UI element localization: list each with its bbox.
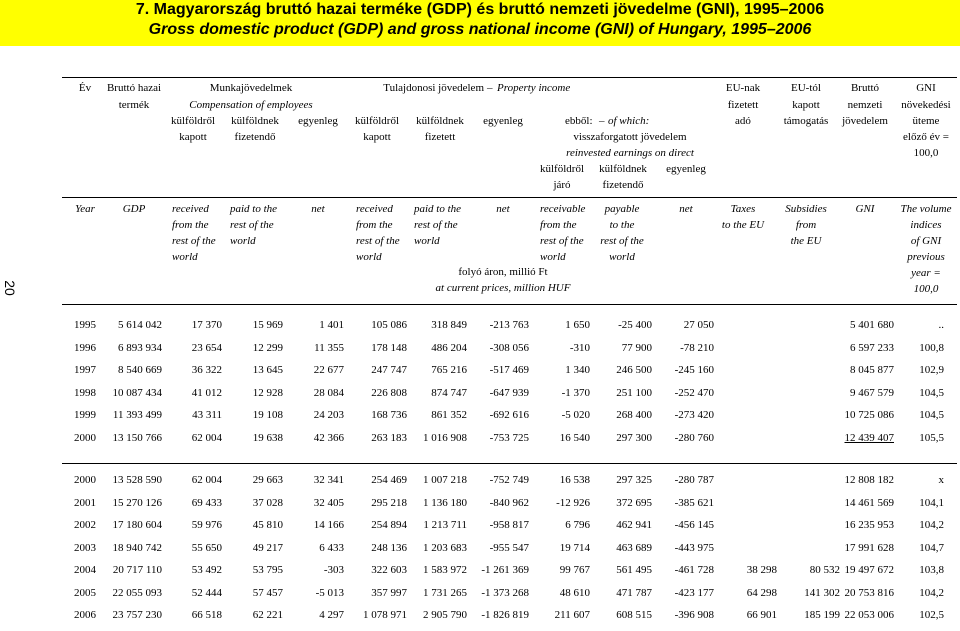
hdr-en-rest-6: rest of the bbox=[600, 235, 644, 247]
hdr-compensation: Compensation of employees bbox=[189, 99, 313, 111]
hdr-en-receivable: receivable bbox=[540, 203, 586, 215]
rule-top bbox=[62, 77, 957, 78]
cell-reinv-net: -280 787 bbox=[674, 474, 714, 486]
hdr-gni-3: jövedelem bbox=[842, 115, 888, 127]
cell-volume-index: 104,5 bbox=[919, 386, 944, 399]
cell-reinv-net: -280 760 bbox=[674, 431, 714, 444]
hdr-en-paid-1: paid to the bbox=[230, 203, 278, 215]
cell-prop-net: -958 817 bbox=[489, 519, 529, 531]
hdr-vol-4: előző év = bbox=[903, 131, 949, 143]
cell-comp-paid: 19 108 bbox=[252, 409, 283, 421]
cell-eu-taxes: 38 298 bbox=[746, 564, 777, 576]
cell-gdp: 23 757 230 bbox=[112, 609, 162, 621]
cell-comp-paid: 15 969 bbox=[252, 319, 283, 331]
hdr-kapott-1: kapott bbox=[179, 131, 207, 143]
cell-year: 2000 bbox=[74, 431, 96, 444]
hdr-dash: – bbox=[487, 82, 493, 94]
cell-year: 2003 bbox=[74, 541, 96, 554]
hdr-en-payable: payable bbox=[604, 203, 640, 215]
cell-reinv-payable: 561 495 bbox=[616, 564, 652, 576]
hdr-en-world-4: world bbox=[414, 235, 440, 247]
title-english: Gross domestic product (GDP) and gross national income (GNI) of Hungary, 1995–2006 bbox=[148, 21, 812, 38]
cell-gni: 8 045 877 bbox=[850, 364, 894, 376]
cell-prop-received: 254 469 bbox=[371, 474, 407, 486]
hdr-kulfoldrol-2: külföldről bbox=[355, 115, 399, 127]
cell-prop-net: -840 962 bbox=[489, 496, 529, 509]
cell-volume-index: 104,1 bbox=[919, 496, 944, 509]
hdr-vol-1: GNI bbox=[916, 82, 936, 94]
hdr-ebbol: ebből: bbox=[565, 115, 593, 127]
cell-prop-net: -752 749 bbox=[489, 474, 529, 486]
cell-gni: 12 439 407 bbox=[844, 431, 894, 444]
cell-gdp: 10 087 434 bbox=[112, 386, 162, 399]
cell-year: 1997 bbox=[74, 364, 96, 376]
cell-comp-received: 62 004 bbox=[191, 474, 222, 486]
cell-prop-paid: 318 849 bbox=[431, 319, 467, 331]
cell-prop-received: 248 136 bbox=[371, 541, 407, 554]
cell-prop-received: 322 603 bbox=[371, 564, 407, 576]
cell-prop-received: 254 894 bbox=[371, 519, 407, 531]
cell-prop-paid: 1 203 683 bbox=[423, 541, 467, 554]
cell-reinv-net: -443 975 bbox=[674, 541, 714, 554]
cell-comp-paid: 29 663 bbox=[252, 474, 283, 486]
cell-comp-paid: 57 457 bbox=[252, 586, 283, 599]
hdr-tulaj: Tulajdonosi jövedelem bbox=[383, 82, 484, 94]
hdr-kulfoldrol-3: külföldről bbox=[540, 163, 584, 175]
cell-eu-subsidies: 80 532 bbox=[809, 564, 840, 576]
cell-reinv-net: -461 728 bbox=[674, 564, 714, 576]
cell-gni: 10 725 086 bbox=[844, 409, 894, 421]
cell-comp-net: 32 341 bbox=[313, 474, 344, 486]
hdr-price-hu: folyó áron, millió Ft bbox=[458, 266, 548, 278]
cell-year: 2004 bbox=[74, 564, 96, 576]
cell-comp-net: 4 297 bbox=[319, 609, 344, 621]
rule-block-separator bbox=[62, 463, 957, 464]
cell-year: 1996 bbox=[74, 341, 96, 354]
hdr-price-en: at current prices, million HUF bbox=[435, 282, 571, 294]
cell-prop-paid: 1 583 972 bbox=[423, 564, 467, 576]
cell-comp-net: 1 401 bbox=[319, 319, 344, 331]
cell-prop-paid: 765 216 bbox=[431, 364, 467, 376]
hdr-eunak-2: fizetett bbox=[727, 99, 759, 111]
cell-prop-net: -308 056 bbox=[489, 341, 529, 354]
cell-comp-received: 23 654 bbox=[191, 341, 222, 354]
cell-year: 2000 bbox=[74, 474, 96, 486]
hdr-vol-2: növekedési bbox=[901, 99, 951, 111]
cell-comp-received: 53 492 bbox=[191, 564, 222, 576]
cell-prop-net: -213 763 bbox=[489, 319, 529, 331]
hdr-en-taxes: Taxes bbox=[730, 203, 756, 215]
cell-gdp: 22 055 093 bbox=[112, 586, 162, 599]
hdr-vol-3: üteme bbox=[912, 115, 940, 127]
cell-prop-paid: 2 905 790 bbox=[423, 609, 467, 621]
title-hungarian: 7. Magyarország bruttó hazai terméke (GDP) és bruttó nemzeti jövedelme (GNI), 1995–2006 bbox=[135, 1, 825, 18]
cell-reinv-receivable: -12 926 bbox=[556, 496, 590, 509]
cell-comp-net: 11 355 bbox=[314, 341, 344, 354]
cell-comp-received: 17 370 bbox=[191, 319, 222, 331]
hdr-en-world-6: world bbox=[609, 251, 635, 263]
cell-prop-received: 226 808 bbox=[371, 386, 407, 399]
cell-year: 2001 bbox=[74, 496, 96, 509]
cell-volume-index: 102,5 bbox=[919, 609, 944, 621]
cell-prop-received: 168 736 bbox=[371, 409, 407, 421]
hdr-en-received-1: received bbox=[172, 203, 209, 215]
rule-mid bbox=[62, 197, 957, 198]
cell-reinv-receivable: 1 650 bbox=[565, 319, 590, 331]
cell-gni: 14 461 569 bbox=[844, 496, 894, 509]
hdr-dash-2: – bbox=[599, 115, 605, 127]
cell-gni: 12 808 182 bbox=[844, 474, 894, 486]
hdr-en-gdp: GDP bbox=[122, 203, 146, 215]
cell-gdp: 18 940 742 bbox=[112, 541, 162, 554]
hdr-kulfoldnek-1: külföldnek bbox=[231, 115, 279, 127]
hdr-en-vol-4: previous bbox=[907, 251, 945, 263]
cell-comp-net: -303 bbox=[323, 564, 344, 576]
cell-prop-received: 105 086 bbox=[371, 319, 407, 331]
hdr-kapott-2: kapott bbox=[363, 131, 391, 143]
cell-comp-paid: 37 028 bbox=[252, 496, 283, 509]
cell-volume-index: 103,8 bbox=[919, 564, 944, 576]
hdr-eutol-1: EU-tól bbox=[791, 82, 821, 94]
cell-year: 2006 bbox=[74, 609, 96, 621]
cell-comp-received: 43 311 bbox=[192, 409, 222, 421]
hdr-en-net-2: net bbox=[496, 203, 510, 215]
cell-comp-net: -5 013 bbox=[315, 586, 344, 599]
cell-volume-index: 100,8 bbox=[919, 341, 944, 354]
cell-prop-received: 1 078 971 bbox=[363, 609, 407, 621]
page-number: 20 bbox=[2, 280, 18, 296]
hdr-property: Property income bbox=[497, 82, 571, 94]
cell-comp-paid: 13 645 bbox=[252, 364, 283, 376]
cell-prop-paid: 1 136 180 bbox=[423, 496, 467, 509]
cell-comp-net: 28 084 bbox=[313, 386, 344, 399]
cell-reinv-payable: 297 325 bbox=[616, 474, 652, 486]
cell-year: 2002 bbox=[74, 519, 96, 531]
cell-eu-subsidies: 185 199 bbox=[804, 609, 840, 621]
cell-gni: 5 401 680 bbox=[850, 319, 894, 331]
hdr-gni-2: nemzeti bbox=[847, 99, 883, 111]
hdr-en-from-3: from the bbox=[540, 219, 577, 231]
cell-gdp: 20 717 110 bbox=[112, 564, 162, 576]
hdr-en-to-the-eu: to the EU bbox=[721, 219, 765, 231]
cell-gni: 17 991 628 bbox=[844, 541, 894, 554]
hdr-egyenleg-1: egyenleg bbox=[298, 115, 338, 127]
cell-prop-received: 247 747 bbox=[371, 364, 407, 376]
cell-gdp: 5 614 042 bbox=[118, 319, 162, 331]
cell-volume-index: 104,7 bbox=[919, 541, 944, 554]
hdr-eutol-2: kapott bbox=[792, 99, 820, 111]
cell-year: 2005 bbox=[74, 586, 96, 599]
cell-prop-net: -1 826 819 bbox=[481, 609, 529, 621]
cell-reinv-net: 27 050 bbox=[683, 319, 714, 331]
hdr-en-from: from bbox=[795, 219, 817, 231]
hdr-egyenleg-2: egyenleg bbox=[483, 115, 523, 127]
cell-comp-net: 22 677 bbox=[313, 364, 344, 376]
cell-comp-net: 42 366 bbox=[313, 431, 344, 444]
cell-reinv-payable: 462 941 bbox=[616, 519, 652, 531]
cell-comp-paid: 49 217 bbox=[252, 541, 283, 554]
cell-comp-paid: 53 795 bbox=[252, 564, 283, 576]
cell-prop-received: 178 148 bbox=[371, 341, 407, 354]
cell-comp-net: 32 405 bbox=[313, 496, 344, 509]
hdr-kulfoldrol-1: külföldről bbox=[171, 115, 215, 127]
cell-reinv-payable: 297 300 bbox=[616, 431, 652, 444]
cell-year: 1995 bbox=[74, 319, 96, 331]
cell-prop-net: -647 939 bbox=[489, 386, 529, 399]
cell-gdp: 6 893 934 bbox=[118, 341, 162, 354]
hdr-kulfoldnek-2: külföldnek bbox=[416, 115, 464, 127]
cell-year: 1998 bbox=[74, 386, 96, 399]
cell-prop-received: 263 183 bbox=[371, 431, 407, 444]
cell-prop-net: -1 261 369 bbox=[481, 564, 529, 576]
cell-reinv-payable: 372 695 bbox=[616, 496, 652, 509]
cell-prop-paid: 861 352 bbox=[431, 409, 467, 421]
cell-comp-received: 62 004 bbox=[191, 431, 222, 444]
cell-gdp: 8 540 669 bbox=[118, 364, 162, 376]
cell-prop-net: -1 373 268 bbox=[481, 586, 529, 599]
cell-reinv-net: -423 177 bbox=[674, 586, 714, 599]
hdr-en-paid-2: paid to the bbox=[414, 203, 462, 215]
cell-reinv-net: -396 908 bbox=[674, 609, 714, 621]
cell-reinv-receivable: -1 370 bbox=[561, 386, 590, 399]
hdr-kulfoldnek-3: külföldnek bbox=[599, 163, 647, 175]
cell-gdp: 11 393 499 bbox=[112, 409, 162, 421]
cell-gdp: 15 270 126 bbox=[112, 496, 162, 509]
cell-eu-subsidies: 141 302 bbox=[804, 586, 840, 599]
hdr-munka: Munkajövedelmek bbox=[209, 82, 293, 94]
hdr-gni-1: Bruttó bbox=[850, 82, 880, 94]
cell-reinv-net: -385 621 bbox=[674, 496, 714, 509]
cell-reinv-receivable: -5 020 bbox=[561, 409, 590, 421]
hdr-en-world-2: world bbox=[230, 235, 256, 247]
cell-reinv-net: -252 470 bbox=[674, 386, 714, 399]
cell-reinv-payable: 246 500 bbox=[616, 364, 652, 376]
hdr-gdp-2: termék bbox=[118, 99, 150, 111]
hdr-en-the-eu: the EU bbox=[790, 235, 822, 247]
hdr-en-rest-3: rest of the bbox=[356, 235, 400, 247]
cell-prop-paid: 1 731 265 bbox=[423, 586, 467, 599]
hdr-en-vol-6: 100,0 bbox=[913, 283, 939, 295]
cell-gni: 9 467 579 bbox=[850, 386, 894, 399]
cell-comp-received: 41 012 bbox=[191, 386, 222, 399]
hdr-en-world-1: world bbox=[172, 251, 198, 263]
cell-gni: 16 235 953 bbox=[844, 519, 894, 531]
hdr-reinvested: reinvested earnings on direct bbox=[566, 147, 694, 159]
cell-comp-paid: 45 810 bbox=[252, 519, 283, 531]
cell-reinv-payable: 463 689 bbox=[616, 541, 652, 554]
cell-comp-received: 69 433 bbox=[191, 496, 222, 509]
hdr-visszaforg: visszaforgatott jövedelem bbox=[573, 131, 687, 143]
cell-reinv-payable: 268 400 bbox=[616, 409, 652, 421]
cell-comp-received: 52 444 bbox=[191, 586, 222, 599]
cell-comp-received: 66 518 bbox=[191, 609, 222, 621]
hdr-en-net-3: net bbox=[679, 203, 693, 215]
cell-comp-net: 24 203 bbox=[313, 409, 344, 421]
cell-volume-index: .. bbox=[938, 319, 944, 331]
rule-header-bottom bbox=[62, 304, 957, 305]
cell-eu-taxes: 64 298 bbox=[746, 586, 777, 599]
cell-comp-net: 6 433 bbox=[319, 541, 344, 554]
cell-comp-net: 14 166 bbox=[313, 519, 344, 531]
cell-volume-index: x bbox=[938, 474, 944, 486]
cell-prop-net: -692 616 bbox=[489, 409, 529, 421]
cell-comp-paid: 19 638 bbox=[252, 431, 283, 444]
cell-prop-paid: 1 007 218 bbox=[423, 474, 467, 486]
cell-reinv-payable: 77 900 bbox=[621, 341, 652, 354]
hdr-en-to-the: to the bbox=[609, 219, 635, 231]
cell-prop-paid: 1 016 908 bbox=[423, 431, 467, 444]
cell-comp-paid: 12 299 bbox=[252, 341, 283, 354]
hdr-en-gni: GNI bbox=[855, 203, 875, 215]
cell-reinv-payable: 608 515 bbox=[616, 609, 652, 621]
cell-reinv-net: -273 420 bbox=[674, 409, 714, 421]
hdr-en-rest-4: rest of the bbox=[414, 219, 458, 231]
cell-comp-received: 36 322 bbox=[191, 364, 222, 376]
hdr-eunak-1: EU-nak bbox=[725, 82, 761, 94]
hdr-fizetendo-3: fizetendő bbox=[602, 179, 644, 191]
hdr-ev: Év bbox=[78, 82, 92, 94]
cell-reinv-receivable: 99 767 bbox=[559, 564, 590, 576]
hdr-en-from-2: from the bbox=[356, 219, 393, 231]
cell-eu-taxes: 66 901 bbox=[746, 609, 777, 621]
hdr-eunak-3: adó bbox=[735, 115, 751, 127]
cell-gdp: 17 180 604 bbox=[112, 519, 162, 531]
cell-comp-paid: 62 221 bbox=[252, 609, 283, 621]
cell-reinv-net: -456 145 bbox=[674, 519, 714, 531]
cell-reinv-receivable: 1 340 bbox=[565, 364, 590, 376]
cell-volume-index: 105,5 bbox=[919, 431, 944, 444]
cell-prop-net: -753 725 bbox=[489, 431, 529, 444]
hdr-en-vol-3: of GNI bbox=[910, 235, 942, 247]
cell-reinv-receivable: 48 610 bbox=[559, 586, 590, 599]
cell-gni: 6 597 233 bbox=[850, 341, 894, 354]
cell-reinv-payable: -25 400 bbox=[618, 319, 652, 331]
cell-reinv-payable: 471 787 bbox=[616, 586, 652, 599]
cell-volume-index: 104,2 bbox=[919, 586, 944, 599]
hdr-en-vol-5: year = bbox=[911, 267, 941, 279]
cell-reinv-receivable: 16 540 bbox=[559, 431, 590, 444]
cell-prop-paid: 1 213 711 bbox=[423, 519, 467, 531]
cell-prop-net: -517 469 bbox=[489, 364, 529, 376]
hdr-en-from-1: from the bbox=[172, 219, 209, 231]
hdr-en-year: Year bbox=[75, 203, 95, 215]
cell-reinv-receivable: -310 bbox=[569, 341, 590, 354]
cell-reinv-receivable: 16 538 bbox=[559, 474, 590, 486]
hdr-en-vol-2: indices bbox=[910, 219, 942, 231]
cell-reinv-receivable: 211 607 bbox=[554, 609, 590, 621]
hdr-vol-5: 100,0 bbox=[913, 147, 939, 159]
hdr-fizetett-2: fizetett bbox=[424, 131, 456, 143]
hdr-en-world-5: world bbox=[540, 251, 566, 263]
cell-prop-received: 295 218 bbox=[371, 496, 407, 509]
cell-prop-net: -955 547 bbox=[489, 541, 529, 554]
hdr-fizetendo-1: fizetendő bbox=[234, 131, 276, 143]
cell-year: 1999 bbox=[74, 409, 96, 421]
hdr-en-rest-1: rest of the bbox=[172, 235, 216, 247]
cell-reinv-net: -245 160 bbox=[674, 364, 714, 376]
cell-comp-received: 59 976 bbox=[191, 519, 222, 531]
cell-prop-received: 357 997 bbox=[371, 586, 407, 599]
hdr-en-vol-1: The volume bbox=[900, 203, 952, 215]
cell-gni: 22 053 006 bbox=[844, 609, 894, 621]
hdr-of-which: of which: bbox=[608, 115, 650, 127]
hdr-en-world-3: world bbox=[356, 251, 382, 263]
cell-reinv-receivable: 19 714 bbox=[559, 541, 590, 554]
hdr-jaro: járó bbox=[553, 179, 571, 191]
cell-gdp: 13 528 590 bbox=[112, 474, 162, 486]
cell-gni: 19 497 672 bbox=[844, 564, 894, 576]
cell-gni: 20 753 816 bbox=[844, 586, 894, 599]
cell-comp-received: 55 650 bbox=[191, 541, 222, 554]
hdr-en-net-1: net bbox=[311, 203, 325, 215]
hdr-eutol-3: támogatás bbox=[783, 115, 829, 127]
cell-comp-paid: 12 928 bbox=[252, 386, 283, 399]
hdr-en-received-2: received bbox=[356, 203, 393, 215]
cell-reinv-payable: 251 100 bbox=[616, 386, 652, 399]
cell-volume-index: 104,5 bbox=[919, 409, 944, 421]
cell-gdp: 13 150 766 bbox=[112, 431, 162, 444]
cell-volume-index: 102,9 bbox=[919, 364, 944, 376]
hdr-en-rest-5: rest of the bbox=[540, 235, 584, 247]
cell-reinv-receivable: 6 796 bbox=[565, 519, 590, 531]
cell-prop-paid: 874 747 bbox=[431, 386, 467, 399]
hdr-en-rest-2: rest of the bbox=[230, 219, 274, 231]
hdr-en-subsidies: Subsidies bbox=[785, 203, 827, 215]
cell-prop-paid: 486 204 bbox=[431, 341, 467, 354]
hdr-egyenleg-3: egyenleg bbox=[666, 163, 706, 175]
cell-reinv-net: -78 210 bbox=[680, 341, 714, 354]
cell-volume-index: 104,2 bbox=[919, 519, 944, 531]
hdr-gdp-1: Bruttó hazai bbox=[106, 82, 162, 94]
